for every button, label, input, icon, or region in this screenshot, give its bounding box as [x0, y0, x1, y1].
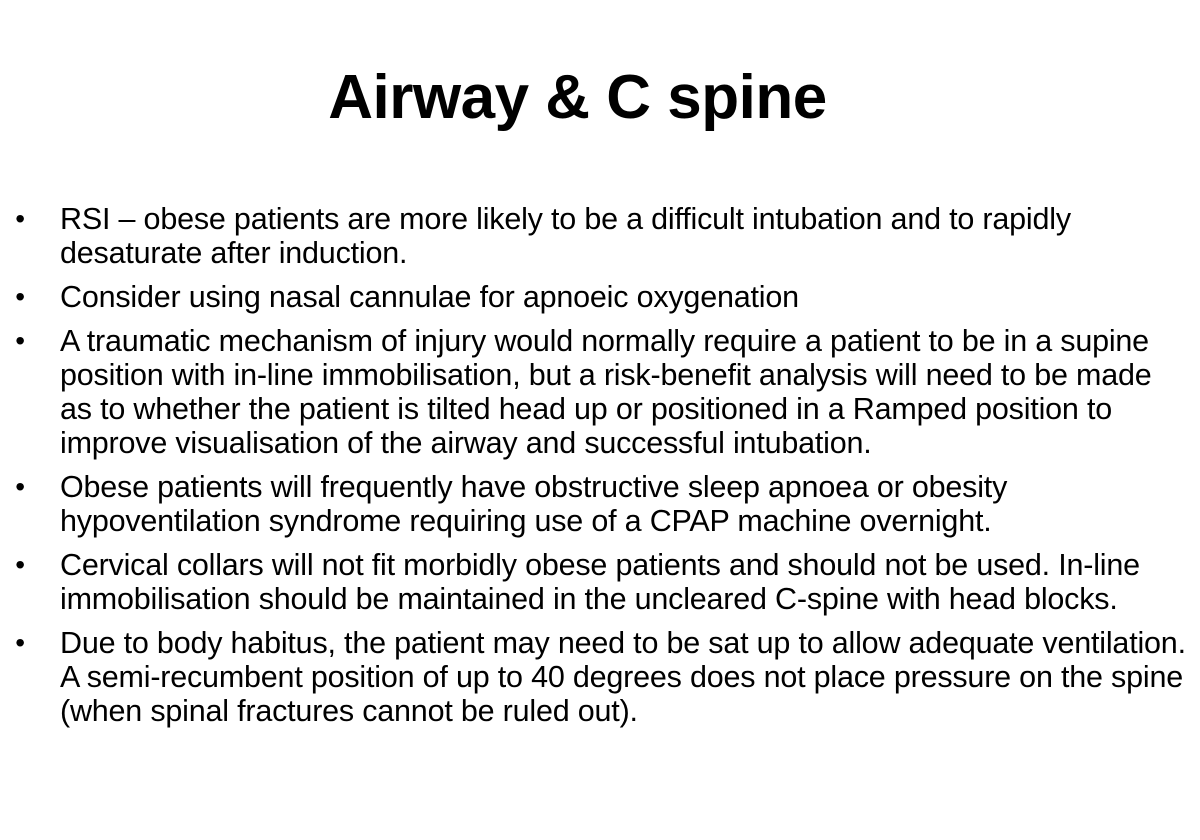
bullet-text: Cervical collars will not fit morbidly obese patients and should not be used. In-line immobilisation should be maintained in the uncleared C-spine with head blocks.: [60, 548, 1140, 616]
bullet-list: [0, 202, 1190, 738]
bullet-dot-icon: •: [15, 471, 25, 502]
bullet-item: [0, 324, 1190, 460]
bullet-dot-icon: •: [15, 627, 25, 658]
bullet-text: Consider using nasal cannulae for apnoeic oxygenation: [60, 280, 799, 314]
bullet-item: [0, 202, 1190, 270]
slide-title: Airway & C spine: [328, 63, 827, 132]
bullet-text: Obese patients will frequently have obstructive sleep apnoea or obesity hypoventilation syndrome requiring use of a CPAP machine overnight.: [60, 470, 1008, 538]
bullet-text: A traumatic mechanism of injury would normally require a patient to be in a supine position with in-line immobilisation, but a risk-benefit analysis will need to be made as to whether the patient is tilted head up or positioned in a Ramped position to improve visualisation of the airway and successful intubation.: [60, 324, 1152, 460]
bullet-dot-icon: •: [15, 203, 25, 234]
bullet-item: [0, 626, 1190, 728]
bullet-text: Due to body habitus, the patient may need to be sat up to allow adequate ventilation. A semi-recumbent position of up to 40 degrees does not place pressure on the spine (when spinal fractures cannot be ruled out).: [60, 626, 1186, 728]
bullet-dot-icon: •: [15, 325, 25, 356]
bullet-text: RSI – obese patients are more likely to be a difficult intubation and to rapidly desaturate after induction.: [60, 202, 1071, 270]
bullet-item: [0, 280, 1190, 314]
bullet-item: [0, 470, 1190, 538]
bullet-dot-icon: •: [15, 549, 25, 580]
bullet-dot-icon: •: [15, 281, 25, 312]
bullet-item: [0, 548, 1190, 616]
